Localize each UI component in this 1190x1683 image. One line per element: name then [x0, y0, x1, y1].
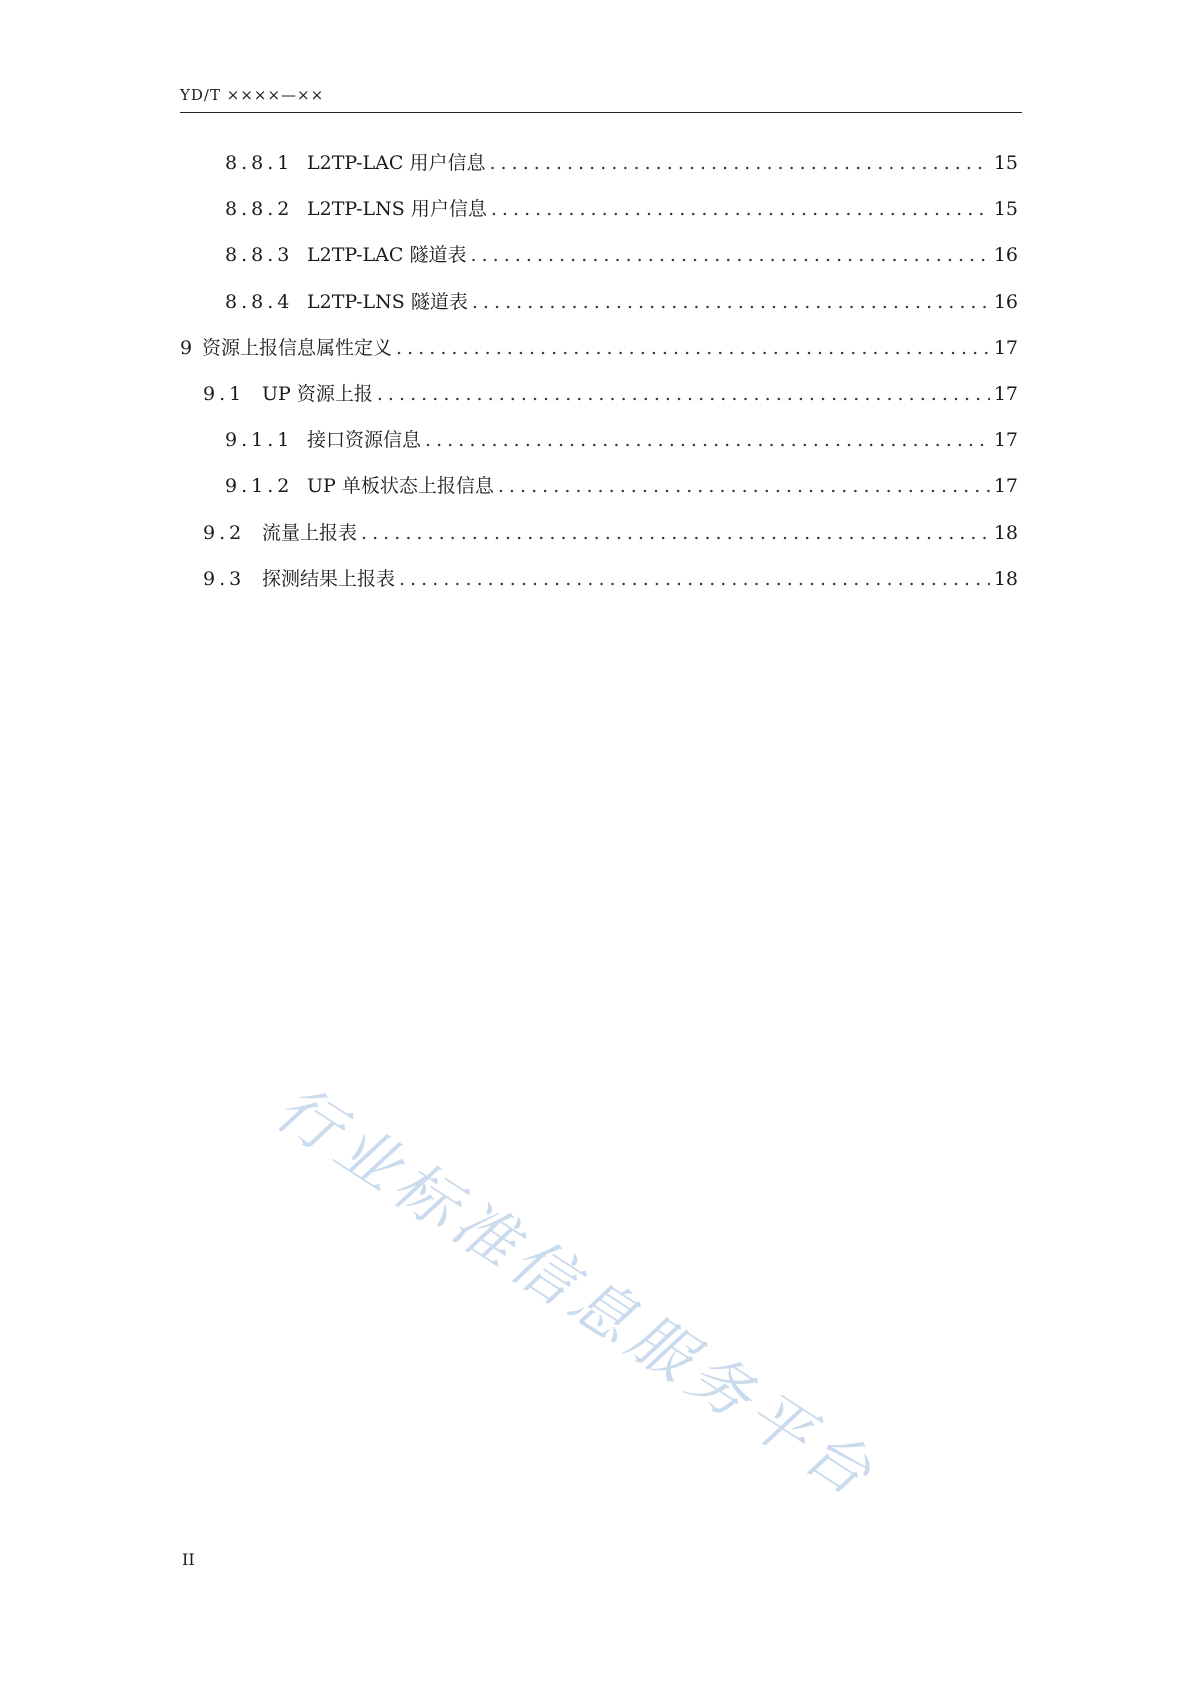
document-code-header: YD/T ××××—×× [180, 86, 325, 104]
toc-entry-number: 9.2 [203, 521, 246, 544]
toc-dot-leader [377, 383, 990, 405]
toc-entry-page: 17 [993, 475, 1018, 498]
toc-entry-page: 15 [993, 152, 1018, 174]
toc-entry-number: 9.1.1 [225, 429, 294, 452]
toc-entry-title: 接口资源信息 [307, 429, 422, 452]
toc-dot-leader [399, 568, 990, 590]
toc-entry-page: 18 [993, 521, 1018, 544]
toc-entry-page: 15 [993, 198, 1018, 221]
toc-entry[interactable] [180, 379, 1018, 425]
toc-entry-page: 17 [993, 336, 1018, 359]
toc-entry-number: 8.8.2 [225, 198, 294, 221]
toc-entry[interactable] [180, 425, 1018, 471]
toc-entry-page: 17 [993, 429, 1018, 452]
toc-entry-title: L2TP-LAC 隧道表 [307, 244, 467, 267]
toc-entry[interactable] [180, 471, 1018, 517]
page-number-footer: II [182, 1550, 195, 1569]
toc-dot-leader [425, 429, 990, 451]
toc-entry[interactable] [180, 518, 1018, 564]
toc-entry-title: 资源上报信息属性定义 [202, 336, 393, 359]
toc-entry[interactable] [180, 240, 1018, 286]
toc-dot-leader [361, 522, 990, 544]
toc-entry-number: 8.8.3 [225, 244, 294, 267]
header-rule [180, 112, 1022, 113]
toc-entry-page: 16 [993, 244, 1018, 267]
toc-dot-leader [470, 244, 989, 266]
toc-entry-title: UP 单板状态上报信息 [307, 475, 494, 498]
toc-entry-title: 探测结果上报表 [262, 567, 396, 590]
toc-entry-title: L2TP-LAC 用户信息 [307, 152, 486, 174]
toc-entry-number: 8.8.4 [225, 290, 294, 313]
toc-entry[interactable] [180, 287, 1018, 333]
toc-entry-number: 9.3 [203, 567, 246, 590]
table-of-contents [180, 148, 1018, 610]
toc-entry-number: 9 [180, 336, 197, 359]
toc-entry-page: 16 [993, 290, 1018, 313]
toc-entry[interactable] [180, 333, 1018, 379]
watermark: 行业标准信息服务平台 [263, 1070, 891, 1514]
toc-entry[interactable] [180, 194, 1018, 240]
toc-entry-number: 9.1.2 [225, 475, 294, 498]
toc-entry-title: L2TP-LNS 隧道表 [307, 290, 468, 313]
toc-entry[interactable] [180, 148, 1018, 194]
toc-dot-leader [498, 475, 990, 497]
toc-dot-leader [472, 291, 990, 313]
toc-dot-leader [489, 152, 989, 174]
toc-dot-leader [491, 198, 990, 220]
toc-dot-leader [396, 337, 990, 359]
toc-entry-page: 18 [993, 567, 1018, 590]
toc-entry-page: 17 [993, 382, 1018, 405]
toc-entry-title: UP 资源上报 [262, 382, 373, 405]
toc-entry[interactable] [180, 564, 1018, 610]
toc-entry-title: L2TP-LNS 用户信息 [307, 198, 487, 221]
toc-entry-title: 流量上报表 [262, 521, 358, 544]
toc-entry-number: 9.1 [203, 382, 246, 405]
toc-entry-number: 8.8.1 [225, 152, 294, 174]
